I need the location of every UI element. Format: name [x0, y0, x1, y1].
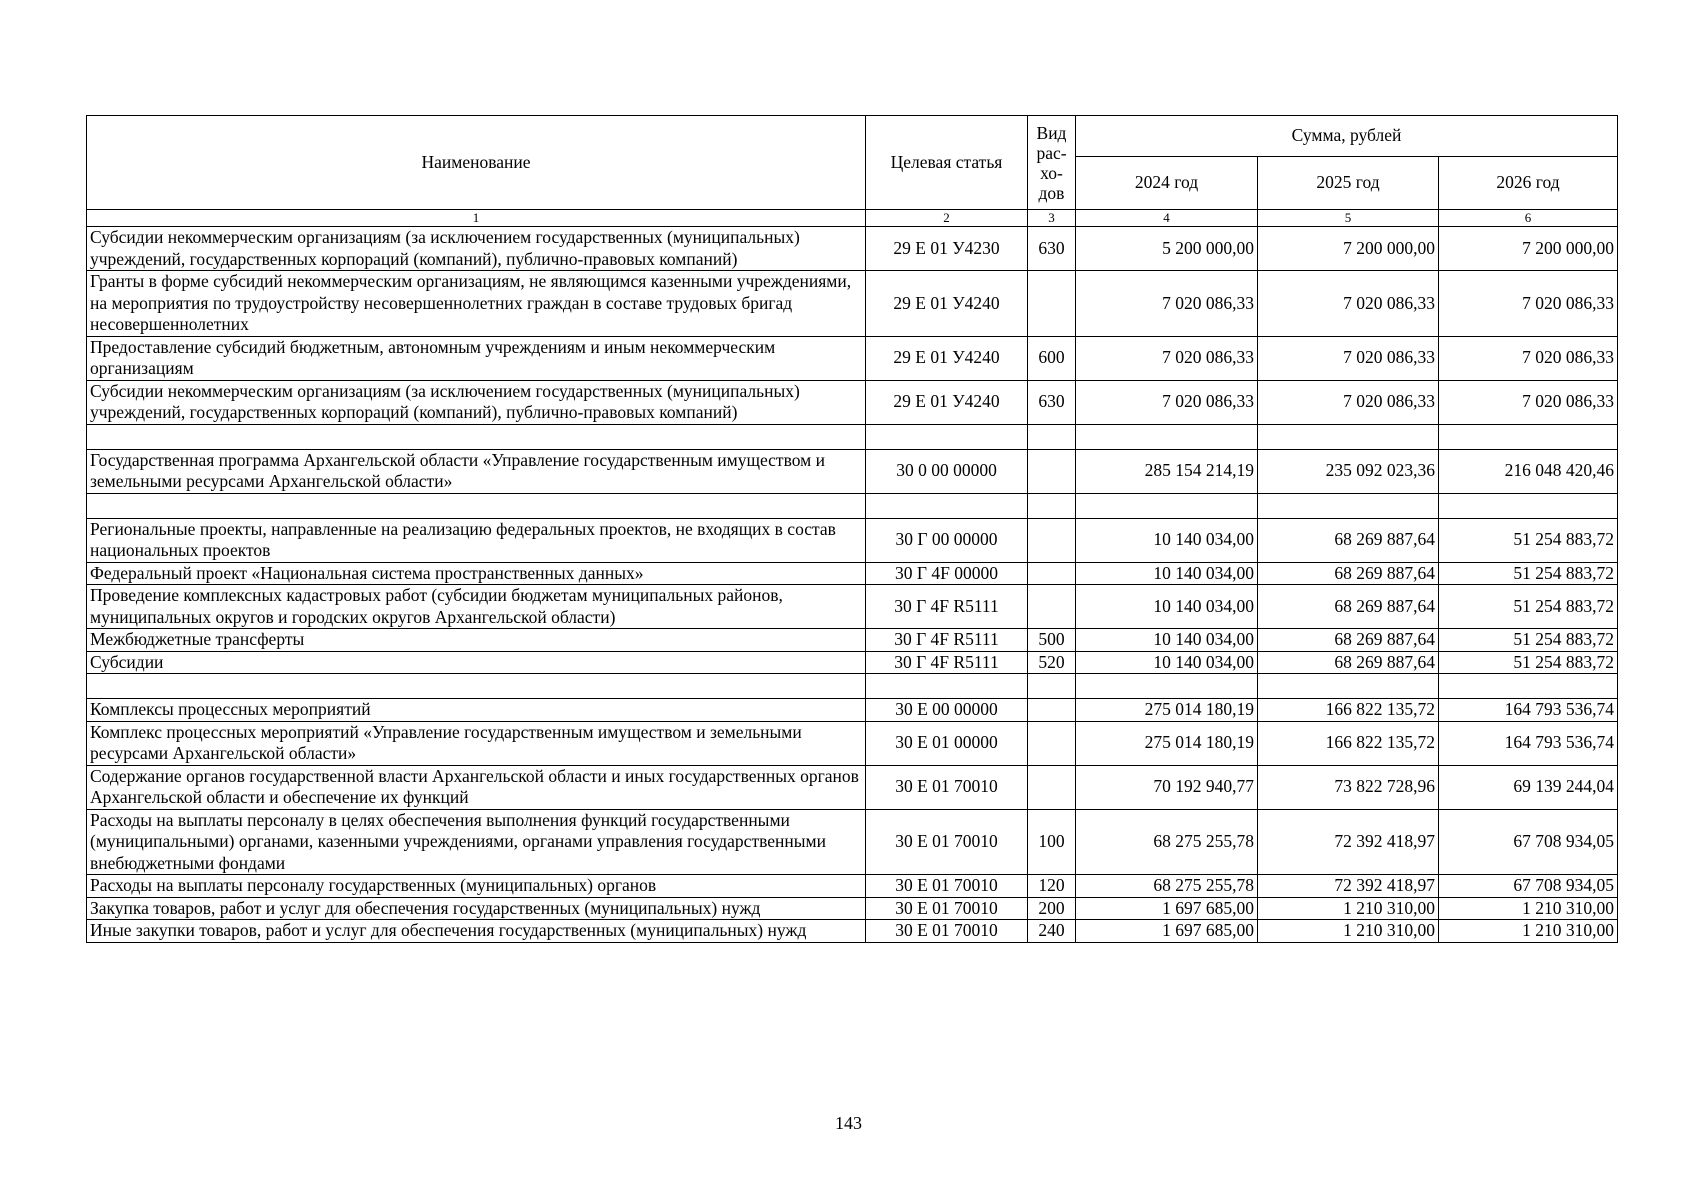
- row-amount-2025: 7 020 086,33: [1258, 271, 1439, 337]
- table-row: [87, 585, 1618, 629]
- row-amount-2024: 68 275 255,78: [1076, 875, 1258, 898]
- row-amount-2024: 68 275 255,78: [1076, 809, 1258, 875]
- row-name: Предоставление субсидий бюджетным, автономным учреждениям и иным некоммерческим организациям: [87, 336, 866, 380]
- row-amount-2024: 10 140 034,00: [1076, 629, 1258, 652]
- table-row: [87, 809, 1618, 875]
- row-amount-2024: 10 140 034,00: [1076, 518, 1258, 562]
- row-name: Закупка товаров, работ и услуг для обеспечения государственных (муниципальных) нужд: [87, 897, 866, 920]
- row-name: Субсидии некоммерческим организациям (за исключением государственных (муниципальных) учреждений, государственных корпораций (компаний), публично-правовых компаний): [87, 227, 866, 271]
- table-row: [87, 651, 1618, 674]
- row-name: Межбюджетные трансферты: [87, 629, 866, 652]
- row-amount-2026: 164 793 536,74: [1439, 699, 1618, 722]
- row-target-article: 30 Г 4F 00000: [866, 562, 1028, 585]
- table-row: [87, 227, 1618, 271]
- page-number: 143: [835, 1113, 862, 1133]
- row-expense-type: 240: [1028, 920, 1076, 943]
- row-name: Иные закупки товаров, работ и услуг для обеспечения государственных (муниципальных) нужд: [87, 920, 866, 943]
- row-target-article: 30 Е 01 70010: [866, 809, 1028, 875]
- column-number: 5: [1258, 210, 1439, 227]
- row-amount-2025: 7 200 000,00: [1258, 227, 1439, 271]
- row-amount-2024: 275 014 180,19: [1076, 721, 1258, 765]
- row-target-article: 30 Г 00 00000: [866, 518, 1028, 562]
- row-target-article: 30 0 00 00000: [866, 449, 1028, 493]
- table-row: [87, 875, 1618, 898]
- empty-cell: [1028, 674, 1076, 699]
- row-expense-type: [1028, 721, 1076, 765]
- empty-cell: [866, 424, 1028, 449]
- table-row: [87, 449, 1618, 493]
- row-target-article: 30 Г 4F R5111: [866, 629, 1028, 652]
- row-name: Региональные проекты, направленные на реализацию федеральных проектов, не входящих в состав национальных проектов: [87, 518, 866, 562]
- row-amount-2025: 73 822 728,96: [1258, 765, 1439, 809]
- row-amount-2024: 7 020 086,33: [1076, 336, 1258, 380]
- row-expense-type: 630: [1028, 227, 1076, 271]
- empty-cell: [1028, 424, 1076, 449]
- row-target-article: 29 Е 01 У4240: [866, 336, 1028, 380]
- empty-cell: [1076, 493, 1258, 518]
- row-amount-2026: 164 793 536,74: [1439, 721, 1618, 765]
- row-amount-2025: 72 392 418,97: [1258, 875, 1439, 898]
- empty-cell: [1258, 493, 1439, 518]
- row-name: Субсидии: [87, 651, 866, 674]
- row-name: Комплекс процессных мероприятий «Управление государственным имуществом и земельными ресурсами Архангельской области»: [87, 721, 866, 765]
- row-amount-2026: 7 200 000,00: [1439, 227, 1618, 271]
- row-amount-2026: 1 210 310,00: [1439, 920, 1618, 943]
- spacer-row: [87, 674, 1618, 699]
- row-amount-2024: 1 697 685,00: [1076, 897, 1258, 920]
- row-name: Субсидии некоммерческим организациям (за исключением государственных (муниципальных) учреждений, государственных корпораций (компаний), публично-правовых компаний): [87, 380, 866, 424]
- header-expense-type: Вид рас-хо-дов: [1028, 116, 1076, 210]
- row-expense-type: [1028, 585, 1076, 629]
- row-target-article: 30 Е 01 70010: [866, 765, 1028, 809]
- row-amount-2025: 1 210 310,00: [1258, 920, 1439, 943]
- row-target-article: 30 Г 4F R5111: [866, 585, 1028, 629]
- empty-cell: [87, 424, 866, 449]
- empty-cell: [866, 674, 1028, 699]
- row-amount-2026: 7 020 086,33: [1439, 336, 1618, 380]
- row-amount-2024: 275 014 180,19: [1076, 699, 1258, 722]
- table-body: [87, 227, 1618, 943]
- spacer-row: [87, 493, 1618, 518]
- table-row: [87, 271, 1618, 337]
- row-expense-type: [1028, 518, 1076, 562]
- row-name: Проведение комплексных кадастровых работ (субсидии бюджетам муниципальных районов, муниципальных округов и городских округов Архангельской области): [87, 585, 866, 629]
- header-year-2025: 2025 год: [1258, 157, 1439, 210]
- budget-table: [86, 115, 1618, 943]
- row-name: Содержание органов государственной власти Архангельской области и иных государственных органов Архангельской области и обеспечение их функций: [87, 765, 866, 809]
- row-target-article: 30 Е 01 70010: [866, 875, 1028, 898]
- row-expense-type: 600: [1028, 336, 1076, 380]
- column-number: 6: [1439, 210, 1618, 227]
- row-expense-type: [1028, 271, 1076, 337]
- row-name: Гранты в форме субсидий некоммерческим организациям, не являющимся казенными учреждениями, на мероприятия по трудоустройству несовершеннолетних граждан в составе трудовых бригад несовершеннолетних: [87, 271, 866, 337]
- row-amount-2026: 216 048 420,46: [1439, 449, 1618, 493]
- row-amount-2025: 68 269 887,64: [1258, 518, 1439, 562]
- empty-cell: [87, 493, 866, 518]
- row-amount-2025: 1 210 310,00: [1258, 897, 1439, 920]
- column-number: 1: [87, 210, 866, 227]
- header-target-article: Целевая статья: [866, 116, 1028, 210]
- row-target-article: 29 Е 01 У4230: [866, 227, 1028, 271]
- table-row: [87, 336, 1618, 380]
- row-amount-2024: 70 192 940,77: [1076, 765, 1258, 809]
- row-name: Расходы на выплаты персоналу в целях обеспечения выполнения функций государственными (муниципальными) органами, казенными учреждениями, органами управления государственными внебюджетными фондами: [87, 809, 866, 875]
- row-amount-2024: 7 020 086,33: [1076, 380, 1258, 424]
- empty-cell: [87, 674, 866, 699]
- row-amount-2026: 1 210 310,00: [1439, 897, 1618, 920]
- row-name: Комплексы процессных мероприятий: [87, 699, 866, 722]
- row-target-article: 30 Г 4F R5111: [866, 651, 1028, 674]
- table-row: [87, 897, 1618, 920]
- table-row: [87, 629, 1618, 652]
- table-row: [87, 380, 1618, 424]
- row-name: Федеральный проект «Национальная система пространственных данных»: [87, 562, 866, 585]
- row-amount-2025: 7 020 086,33: [1258, 380, 1439, 424]
- row-amount-2025: 68 269 887,64: [1258, 651, 1439, 674]
- row-amount-2025: 166 822 135,72: [1258, 721, 1439, 765]
- row-amount-2026: 67 708 934,05: [1439, 875, 1618, 898]
- row-name: Государственная программа Архангельской области «Управление государственным имуществом и земельными ресурсами Архангельской области»: [87, 449, 866, 493]
- empty-cell: [1076, 424, 1258, 449]
- empty-cell: [1439, 674, 1618, 699]
- row-amount-2024: 10 140 034,00: [1076, 585, 1258, 629]
- row-target-article: 30 Е 01 00000: [866, 721, 1028, 765]
- row-amount-2024: 10 140 034,00: [1076, 651, 1258, 674]
- table-row: [87, 699, 1618, 722]
- row-expense-type: 120: [1028, 875, 1076, 898]
- row-amount-2026: 51 254 883,72: [1439, 518, 1618, 562]
- row-amount-2025: 7 020 086,33: [1258, 336, 1439, 380]
- column-number: 3: [1028, 210, 1076, 227]
- row-amount-2024: 7 020 086,33: [1076, 271, 1258, 337]
- row-amount-2025: 235 092 023,36: [1258, 449, 1439, 493]
- row-expense-type: 520: [1028, 651, 1076, 674]
- table-row: [87, 920, 1618, 943]
- row-target-article: 29 Е 01 У4240: [866, 271, 1028, 337]
- row-expense-type: 100: [1028, 809, 1076, 875]
- table-header: [87, 116, 1618, 227]
- row-amount-2026: 7 020 086,33: [1439, 271, 1618, 337]
- row-amount-2025: 166 822 135,72: [1258, 699, 1439, 722]
- row-amount-2024: 285 154 214,19: [1076, 449, 1258, 493]
- row-expense-type: [1028, 765, 1076, 809]
- row-amount-2026: 51 254 883,72: [1439, 651, 1618, 674]
- row-expense-type: [1028, 562, 1076, 585]
- row-expense-type: 200: [1028, 897, 1076, 920]
- column-number: 2: [866, 210, 1028, 227]
- row-amount-2024: 5 200 000,00: [1076, 227, 1258, 271]
- column-number-row: [87, 210, 1618, 227]
- header-year-2024: 2024 год: [1076, 157, 1258, 210]
- column-number: 4: [1076, 210, 1258, 227]
- row-amount-2026: 51 254 883,72: [1439, 629, 1618, 652]
- row-amount-2025: 68 269 887,64: [1258, 562, 1439, 585]
- empty-cell: [1439, 424, 1618, 449]
- row-amount-2026: 7 020 086,33: [1439, 380, 1618, 424]
- row-amount-2024: 1 697 685,00: [1076, 920, 1258, 943]
- empty-cell: [1258, 424, 1439, 449]
- table-row: [87, 562, 1618, 585]
- empty-cell: [866, 493, 1028, 518]
- row-target-article: 30 Е 01 70010: [866, 920, 1028, 943]
- table-row: [87, 765, 1618, 809]
- spacer-row: [87, 424, 1618, 449]
- row-amount-2026: 69 139 244,04: [1439, 765, 1618, 809]
- row-amount-2026: 51 254 883,72: [1439, 585, 1618, 629]
- row-target-article: 30 Е 00 00000: [866, 699, 1028, 722]
- table-row: [87, 518, 1618, 562]
- row-amount-2025: 72 392 418,97: [1258, 809, 1439, 875]
- empty-cell: [1028, 493, 1076, 518]
- row-amount-2025: 68 269 887,64: [1258, 629, 1439, 652]
- empty-cell: [1076, 674, 1258, 699]
- row-amount-2025: 68 269 887,64: [1258, 585, 1439, 629]
- row-expense-type: 630: [1028, 380, 1076, 424]
- row-amount-2026: 67 708 934,05: [1439, 809, 1618, 875]
- row-target-article: 30 Е 01 70010: [866, 897, 1028, 920]
- row-target-article: 29 Е 01 У4240: [866, 380, 1028, 424]
- row-expense-type: [1028, 449, 1076, 493]
- row-amount-2024: 10 140 034,00: [1076, 562, 1258, 585]
- row-expense-type: 500: [1028, 629, 1076, 652]
- row-name: Расходы на выплаты персоналу государственных (муниципальных) органов: [87, 875, 866, 898]
- header-sum: Сумма, рублей: [1076, 116, 1618, 157]
- header-name: Наименование: [87, 116, 866, 210]
- empty-cell: [1258, 674, 1439, 699]
- header-year-2026: 2026 год: [1439, 157, 1618, 210]
- table-row: [87, 721, 1618, 765]
- row-amount-2026: 51 254 883,72: [1439, 562, 1618, 585]
- empty-cell: [1439, 493, 1618, 518]
- row-expense-type: [1028, 699, 1076, 722]
